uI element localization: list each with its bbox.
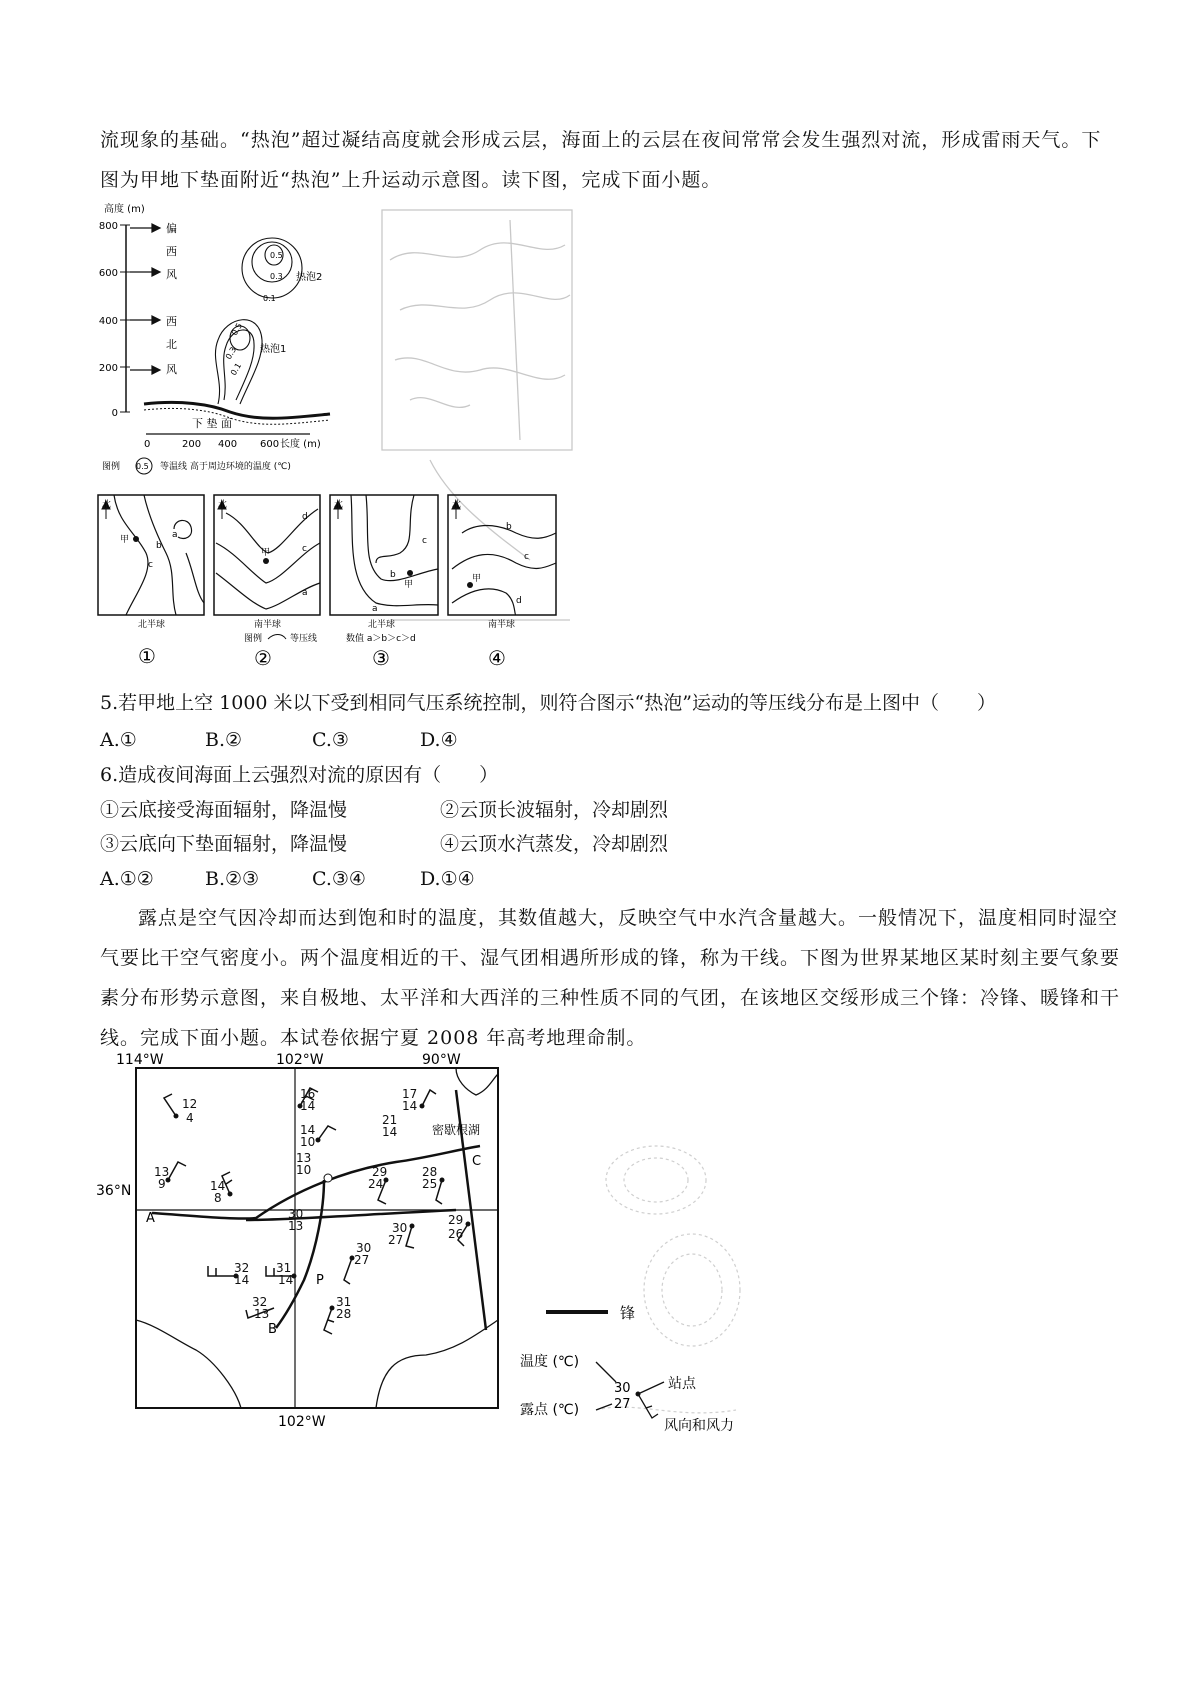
q5-option-b: B.② [205, 729, 243, 751]
svg-text:B: B [268, 1322, 277, 1337]
svg-text:14: 14 [234, 1273, 250, 1287]
bubble-2 [242, 238, 302, 298]
svg-text:0.5: 0.5 [136, 462, 149, 471]
panel-1 [98, 495, 204, 668]
legend-dew: 露点 (℃) [520, 1402, 580, 1418]
svg-text:c: c [148, 560, 153, 570]
svg-text:28: 28 [422, 1165, 438, 1179]
svg-text:14: 14 [278, 1273, 294, 1287]
wind-label: 西 [166, 245, 177, 258]
x-axis-title: 长度 (m) [280, 439, 321, 450]
svg-text:0.5: 0.5 [229, 321, 245, 337]
svg-text:31: 31 [276, 1261, 292, 1275]
wind-label: 风 [166, 363, 177, 376]
y-tick: 400 [98, 316, 118, 327]
legend-station: 站点 [668, 1376, 696, 1392]
y-tick: 0 [111, 408, 118, 419]
wind-label: 风 [166, 268, 177, 281]
q6-item-3: ③云底向下垫面辐射，降温慢 [100, 833, 348, 855]
svg-text:13: 13 [296, 1151, 312, 1165]
svg-text:30: 30 [356, 1241, 372, 1255]
legend-wind: 风向和风力 [664, 1418, 734, 1434]
svg-text:0.5: 0.5 [270, 251, 283, 260]
wind-label: 西 [166, 315, 177, 328]
svg-text:27: 27 [388, 1233, 404, 1247]
lon-label: 114°W [116, 1052, 164, 1068]
q6-option-a: A.①② [100, 868, 154, 890]
svg-text:10: 10 [300, 1135, 316, 1149]
svg-text:数值 a＞b＞c＞d: 数值 a＞b＞c＞d [346, 634, 416, 644]
svg-text:16: 16 [300, 1087, 316, 1101]
svg-text:北: 北 [102, 500, 112, 510]
svg-text:27: 27 [354, 1253, 370, 1267]
svg-text:400: 400 [218, 439, 238, 450]
q6-option-d: D.①④ [420, 868, 475, 890]
legend-front: 锋 [620, 1304, 636, 1322]
map-legend [516, 1130, 756, 1440]
svg-text:21: 21 [382, 1113, 398, 1127]
bubble2-label: 热泡2 [296, 272, 323, 283]
y-tick: 800 [98, 221, 118, 232]
panel-3 [330, 495, 438, 670]
svg-text:600: 600 [260, 439, 280, 450]
svg-text:b: b [390, 570, 396, 580]
svg-text:C: C [472, 1154, 482, 1169]
svg-text:14: 14 [402, 1099, 418, 1113]
svg-text:30: 30 [614, 1381, 631, 1396]
lon-label: 102°W [276, 1052, 324, 1068]
bubble1-label: 热泡1 [260, 344, 287, 355]
panel-number: ③ [372, 646, 390, 670]
svg-text:0.3: 0.3 [223, 345, 239, 361]
y-tick: 200 [98, 363, 118, 374]
svg-text:b: b [156, 541, 162, 551]
svg-text:a: a [302, 588, 308, 598]
svg-text:d: d [302, 512, 308, 522]
svg-text:30: 30 [288, 1207, 304, 1221]
q6-item-2: ②云顶长波辐射，冷却剧烈 [440, 799, 669, 821]
svg-text:200: 200 [182, 439, 202, 450]
svg-text:b: b [506, 522, 512, 532]
q6-option-b: B.②③ [205, 868, 260, 890]
y-tick: 600 [98, 268, 118, 279]
svg-text:14: 14 [382, 1125, 398, 1139]
svg-text:8: 8 [214, 1191, 222, 1205]
svg-text:c: c [302, 544, 307, 554]
svg-text:9: 9 [158, 1177, 166, 1191]
svg-text:29: 29 [448, 1213, 464, 1227]
svg-text:A: A [146, 1211, 155, 1226]
hemisphere-label: 南半球 [254, 620, 282, 630]
svg-text:a: a [372, 604, 378, 614]
svg-text:4: 4 [186, 1111, 194, 1125]
panel-number: ① [138, 644, 156, 668]
surface-label: 下 垫 面 [192, 417, 232, 430]
svg-text:13: 13 [254, 1307, 270, 1321]
svg-text:26: 26 [448, 1227, 464, 1241]
svg-text:13: 13 [288, 1219, 304, 1233]
passage-2: 露点是空气因冷却而达到饱和时的温度，其数值越大，反映空气中水汽含量越大。一般情况下，温度相同时湿空气要比干空气密度小。两个温度相近的干、湿气团相遇所形成的锋，称为干线。下图为世界某地区某时刻主要气象要素分布形势示意图，来自极地、太平洋和大西洋的三种性质不同的气团，在该地区交绥形成三个锋：冷锋、暖锋和干线。完成下面小题。本试卷依据宁夏 2008 年高考地理命制。 [100, 907, 1121, 1049]
svg-text:甲: 甲 [404, 580, 414, 590]
panel-number: ② [254, 646, 272, 670]
panel-2 [214, 495, 320, 670]
svg-text:0.1: 0.1 [263, 294, 276, 303]
svg-text:30: 30 [392, 1221, 408, 1235]
intro-paragraph: 流现象的基础。“热泡”超过凝结高度就会形成云层，海面上的云层在夜间常常会发生强烈对流，形成雷雨天气。下图为甲地下垫面附近“热泡”上升运动示意图。读下图，完成下面小题。 [100, 129, 1102, 191]
lat-label: 36°N [96, 1183, 132, 1199]
svg-text:14: 14 [300, 1099, 316, 1113]
svg-text:24: 24 [368, 1177, 384, 1191]
q5-option-d: D.④ [420, 729, 458, 751]
hemisphere-label: 南半球 [488, 620, 516, 630]
svg-text:10: 10 [296, 1163, 312, 1177]
lake-label: 密歇根湖 [432, 1123, 481, 1137]
svg-text:13: 13 [154, 1165, 170, 1179]
svg-text:甲: 甲 [120, 535, 130, 545]
svg-text:c: c [422, 536, 427, 546]
svg-text:12: 12 [182, 1097, 198, 1111]
question-6-stem: 6.造成夜间海面上云强烈对流的原因有（ ） [100, 764, 499, 786]
svg-text:32: 32 [252, 1295, 268, 1309]
panel-number: ④ [488, 646, 506, 670]
panel-4 [448, 495, 556, 670]
weather-map [96, 1050, 516, 1440]
wind-label: 北 [166, 338, 177, 351]
q6-item-1: ①云底接受海面辐射，降温慢 [100, 799, 348, 821]
svg-text:14: 14 [210, 1179, 226, 1193]
q5-option-a: A.① [100, 729, 137, 751]
svg-text:d: d [516, 596, 522, 606]
legend-text: 等温线 高于周边环境的温度 (℃) [160, 462, 291, 472]
svg-text:0: 0 [144, 439, 151, 450]
svg-text:甲: 甲 [261, 548, 271, 558]
svg-text:32: 32 [234, 1261, 250, 1275]
svg-text:等压线: 等压线 [290, 634, 318, 644]
lon-label: 90°W [422, 1052, 461, 1068]
svg-text:c: c [524, 552, 529, 562]
wind-label: 偏 [166, 222, 177, 235]
svg-text:14: 14 [300, 1123, 316, 1137]
legend-prefix: 图例 [102, 462, 121, 472]
svg-text:P: P [316, 1273, 324, 1288]
y-axis-title: 高度 (m) [104, 204, 145, 215]
wind-arrows [130, 224, 160, 374]
svg-text:28: 28 [336, 1307, 352, 1321]
svg-text:0.3: 0.3 [270, 272, 283, 281]
svg-text:29: 29 [372, 1165, 388, 1179]
svg-text:27: 27 [614, 1397, 631, 1412]
svg-text:a: a [172, 530, 178, 540]
q5-option-c: C.③ [312, 729, 349, 751]
svg-text:图例: 图例 [244, 634, 263, 644]
svg-text:17: 17 [402, 1087, 418, 1101]
hemisphere-label: 北半球 [368, 620, 396, 630]
svg-text:北: 北 [218, 500, 228, 510]
q6-item-4: ④云顶水汽蒸发，冷却剧烈 [440, 833, 669, 855]
q6-option-c: C.③④ [312, 868, 366, 890]
thermal-bubble-figure [100, 200, 370, 490]
svg-text:北: 北 [452, 500, 462, 510]
svg-text:甲: 甲 [472, 574, 482, 584]
svg-text:0.1: 0.1 [228, 361, 244, 377]
svg-text:北: 北 [334, 500, 344, 510]
legend-temp: 温度 (℃) [520, 1354, 580, 1370]
lon-label-bottom: 102°W [278, 1414, 326, 1430]
svg-text:31: 31 [336, 1295, 352, 1309]
svg-text:25: 25 [422, 1177, 438, 1191]
hemisphere-label: 北半球 [138, 620, 166, 630]
isobar-panels-figure [96, 493, 566, 678]
question-5-stem: 5.若甲地上空 1000 米以下受到相同气压系统控制，则符合图示“热泡”运动的等压线分布是上图中（ ） [100, 692, 996, 714]
